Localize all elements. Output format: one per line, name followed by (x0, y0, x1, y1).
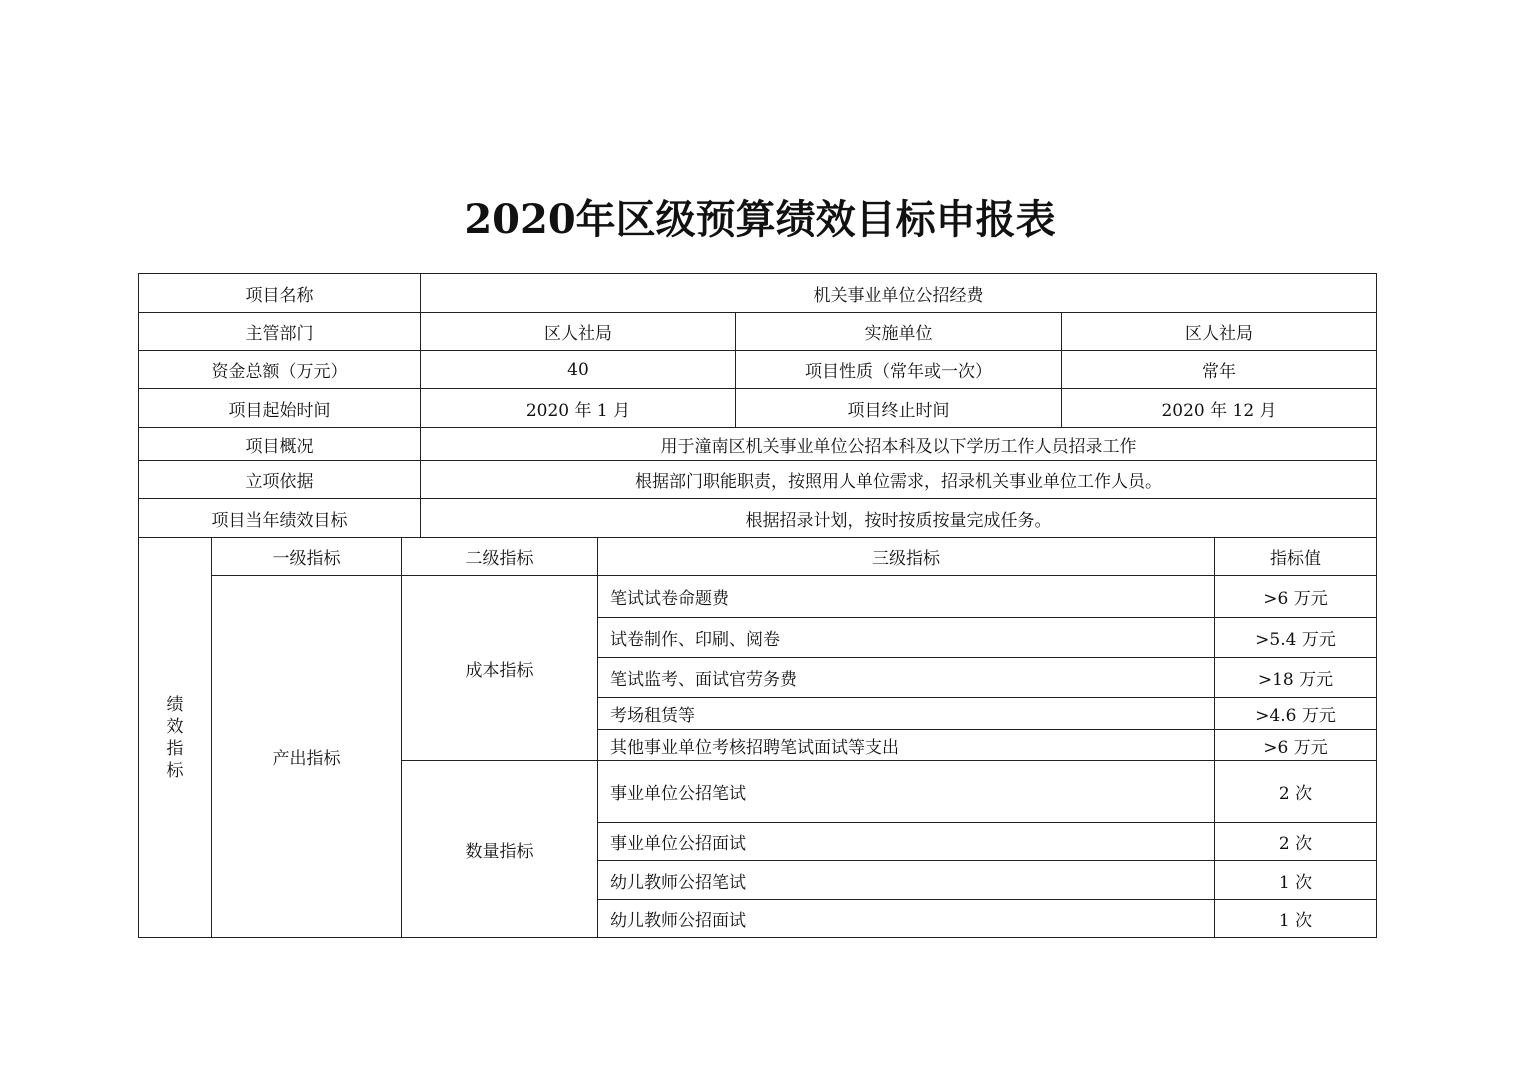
header-level2: 二级指标 (402, 538, 598, 576)
dept-value: 区人社局 (421, 313, 736, 351)
cost-item-name: 笔试试卷命题费 (598, 576, 1215, 618)
impl-label: 实施单位 (736, 313, 1062, 351)
fund-value: 40 (421, 351, 736, 389)
end-label: 项目终止时间 (736, 389, 1062, 428)
row-time (139, 389, 1377, 428)
page-title: 2020年区级预算绩效目标申报表 (464, 196, 1056, 243)
cost-item-name: 笔试监考、面试官劳务费 (598, 658, 1215, 698)
performance-indicator-side-label: 绩 效 指 标 (139, 538, 212, 938)
cost-item-name: 考场租赁等 (598, 698, 1215, 730)
row-fund (139, 351, 1377, 389)
start-label: 项目起始时间 (139, 389, 421, 428)
row-basis (139, 461, 1377, 499)
quantity-item-name: 幼儿教师公招面试 (598, 900, 1215, 938)
overview-value: 用于潼南区机关事业单位公招本科及以下学历工作人员招录工作 (421, 428, 1377, 461)
project-name-label: 项目名称 (139, 274, 421, 313)
quantity-item-value: 1 次 (1215, 900, 1377, 938)
quantity-item-name: 事业单位公招面试 (598, 823, 1215, 861)
goal-value: 根据招录计划，按时按质按量完成任务。 (421, 499, 1377, 538)
row-department (139, 313, 1377, 351)
level2-cost: 成本指标 (402, 576, 598, 761)
cost-item-value: >6 万元 (1215, 730, 1377, 761)
table-row (139, 576, 1377, 618)
quantity-item-name: 幼儿教师公招笔试 (598, 861, 1215, 900)
cost-item-name: 试卷制作、印刷、阅卷 (598, 618, 1215, 658)
overview-label: 项目概况 (139, 428, 421, 461)
dept-label: 主管部门 (139, 313, 421, 351)
cost-item-value: >6 万元 (1215, 576, 1377, 618)
goal-label: 项目当年绩效目标 (139, 499, 421, 538)
header-level3: 三级指标 (598, 538, 1215, 576)
impl-value: 区人社局 (1062, 313, 1377, 351)
quantity-item-value: 2 次 (1215, 823, 1377, 861)
row-overview (139, 428, 1377, 461)
basis-value: 根据部门职能职责，按照用人单位需求，招录机关事业单位工作人员。 (421, 461, 1377, 499)
cost-item-value: >4.6 万元 (1215, 698, 1377, 730)
fund-label: 资金总额（万元） (139, 351, 421, 389)
row-goal (139, 499, 1377, 538)
header-level1: 一级指标 (212, 538, 402, 576)
nature-label: 项目性质（常年或一次） (736, 351, 1062, 389)
performance-target-table (138, 273, 1377, 938)
end-value: 2020 年 12 月 (1062, 389, 1377, 428)
cost-item-value: >18 万元 (1215, 658, 1377, 698)
basis-label: 立项依据 (139, 461, 421, 499)
quantity-item-value: 1 次 (1215, 861, 1377, 900)
nature-value: 常年 (1062, 351, 1377, 389)
cost-item-name: 其他事业单位考核招聘笔试面试等支出 (598, 730, 1215, 761)
cost-item-value: >5.4 万元 (1215, 618, 1377, 658)
project-name-value: 机关事业单位公招经费 (421, 274, 1377, 313)
level2-quantity: 数量指标 (402, 761, 598, 938)
start-value: 2020 年 1 月 (421, 389, 736, 428)
indicator-header-row (139, 538, 1377, 576)
quantity-item-value: 2 次 (1215, 761, 1377, 823)
quantity-item-name: 事业单位公招笔试 (598, 761, 1215, 823)
header-value: 指标值 (1215, 538, 1377, 576)
row-project-name (139, 274, 1377, 313)
level1-output: 产出指标 (212, 576, 402, 938)
